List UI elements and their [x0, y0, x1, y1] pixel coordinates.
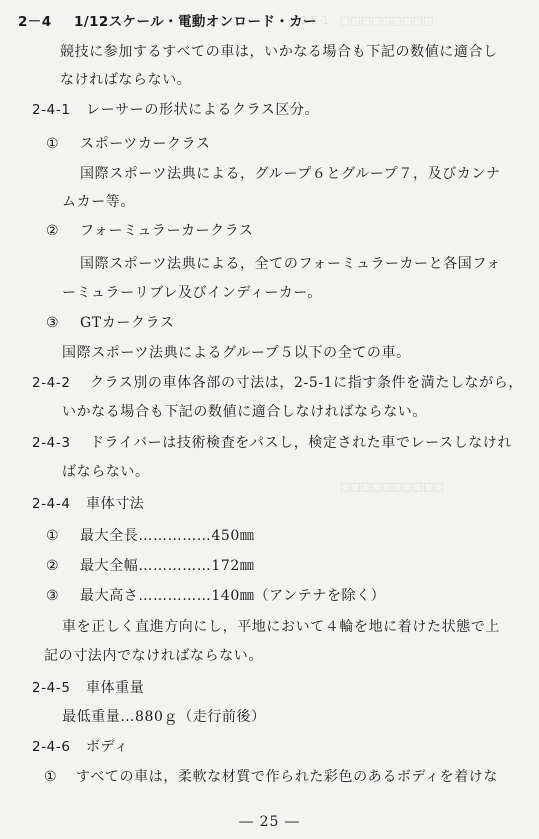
dim-1-text: 最大全長……………450㎜ [80, 528, 255, 544]
class-1-desc-2: ムカー等。 [62, 194, 135, 210]
class-1-name: スポーツカークラス [80, 136, 211, 152]
class-2-desc-1: 国際スポーツ法典による，全てのフォーミュラーカーと各国フォ [80, 256, 501, 272]
s243-line-2: ばならない。 [62, 464, 150, 480]
s244-number: 2-4-4 [32, 496, 71, 512]
dim-1-marker: ① [46, 528, 60, 544]
s242-number: 2-4-2 [32, 375, 71, 391]
class-3-name: GTカークラス [80, 315, 175, 331]
s243-number: 2-4-3 [32, 435, 71, 451]
s245-number: 2-4-5 [32, 680, 71, 696]
s242-line-2: いかなる場合も下記の数値に適合しなければならない。 [62, 404, 427, 420]
s245-title: 車体重量 [86, 680, 145, 696]
class-2-marker: ② [46, 223, 60, 239]
class-2-desc-2: ーミュラーリブレ及びインディーカー。 [62, 285, 322, 301]
dim-3-text: 最大高さ……………140㎜（アンテナを除く） [80, 588, 386, 604]
s244-note-1: 車を正しく直進方向にし，平地において４輪を地に着けた状態で上 [62, 619, 500, 635]
s246-item-text: すべての車は，柔軟な材質で作られた彩色のあるボディを着けな [76, 769, 498, 785]
class-2-name: フォーミュラーカークラス [80, 223, 254, 239]
s242-line-1: クラス別の車体各部の寸法は，2-5-1に指す条件を満たしながら， [90, 375, 523, 391]
s243-line-1: ドライバーは技術検査をパスし，検定された車でレースしなけれ [90, 435, 512, 451]
s245-value: 最低重量…880ｇ（走行前後） [62, 709, 266, 725]
s246-title: ボディ [86, 739, 129, 755]
s246-number: 2-4-6 [32, 739, 71, 755]
section-number: 2－4 [18, 14, 52, 30]
s244-note-2: 記の寸法内でなければならない。 [44, 648, 263, 664]
class-1-desc-1: 国際スポーツ法典による，グループ６とグループ７，及びカンナ [80, 166, 501, 182]
class-3-desc-1: 国際スポーツ法典によるグループ５以下の全ての車。 [62, 345, 411, 361]
section-title: 1/12スケール・電動オンロード・カー [74, 14, 317, 30]
bleed-through-text: □□□□□□□□□□ [340, 480, 444, 493]
s241-number: 2-4-1 [32, 102, 71, 118]
dim-2-marker: ② [46, 558, 60, 574]
dim-2-text: 最大全幅……………172㎜ [80, 558, 255, 574]
class-3-marker: ③ [46, 315, 60, 331]
intro-line-2: なければならない。 [60, 72, 192, 88]
s241-title: レーサーの形状によるクラス区分。 [86, 102, 320, 118]
page-number: ― 25 ― [239, 814, 300, 830]
dim-3-marker: ③ [46, 588, 60, 604]
intro-line-1: 競技に参加するすべての車は，いかなる場合も下記の数値に適合し [60, 44, 498, 60]
s246-item-marker: ① [44, 769, 58, 785]
class-1-marker: ① [46, 136, 60, 152]
s244-title: 車体寸法 [86, 496, 145, 512]
bleed-through-text: 2-5-1 □□□□□□□□□ [300, 14, 434, 27]
